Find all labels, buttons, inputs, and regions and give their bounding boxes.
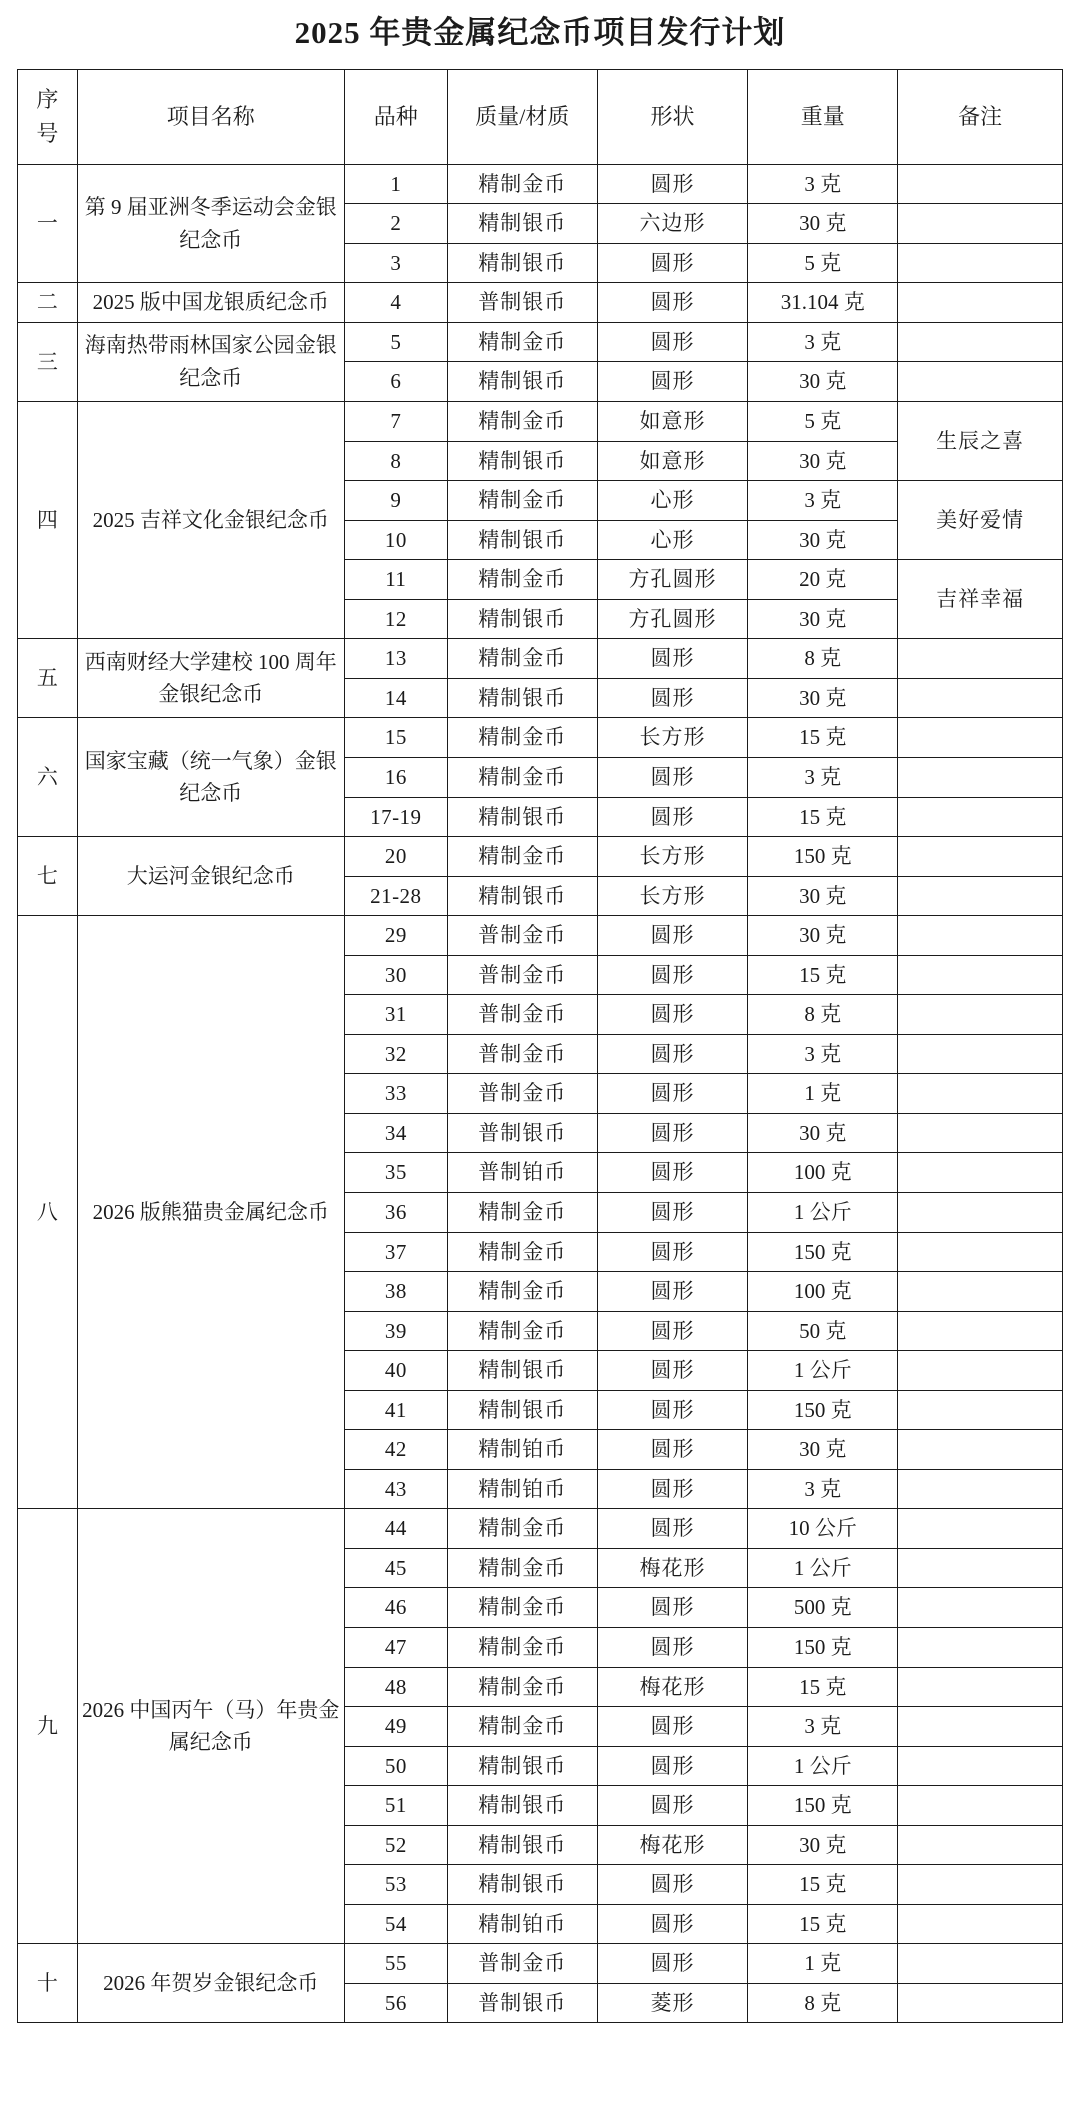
variety-no-cell: 12 <box>344 599 447 639</box>
quality-material-cell: 精制金币 <box>447 718 597 758</box>
variety-no-cell: 50 <box>344 1746 447 1786</box>
variety-no-cell: 55 <box>344 1944 447 1984</box>
quality-material-cell: 精制铂币 <box>447 1904 597 1944</box>
shape-cell: 圆形 <box>597 1390 747 1430</box>
remark-cell <box>898 1351 1063 1391</box>
remark-cell <box>898 797 1063 837</box>
variety-no-cell: 45 <box>344 1548 447 1588</box>
shape-cell: 圆形 <box>597 1311 747 1351</box>
quality-material-cell: 精制金币 <box>447 322 597 362</box>
quality-material-cell: 精制金币 <box>447 757 597 797</box>
weight-cell: 3 克 <box>748 481 898 521</box>
shape-cell: 如意形 <box>597 402 747 442</box>
shape-cell: 圆形 <box>597 1113 747 1153</box>
quality-material-cell: 精制银币 <box>447 876 597 916</box>
quality-material-cell: 精制金币 <box>447 560 597 600</box>
quality-material-cell: 精制金币 <box>447 639 597 679</box>
shape-cell: 心形 <box>597 481 747 521</box>
quality-material-cell: 精制银币 <box>447 1390 597 1430</box>
variety-no-cell: 4 <box>344 283 447 323</box>
shape-cell: 圆形 <box>597 1430 747 1470</box>
shape-cell: 心形 <box>597 520 747 560</box>
remark-cell <box>898 1113 1063 1153</box>
quality-material-cell: 精制银币 <box>447 1825 597 1865</box>
remark-cell <box>898 243 1063 283</box>
quality-material-cell: 精制金币 <box>447 1627 597 1667</box>
shape-cell: 梅花形 <box>597 1825 747 1865</box>
remark-cell <box>898 1548 1063 1588</box>
remark-cell <box>898 876 1063 916</box>
remark-cell: 美好爱情 <box>898 481 1063 560</box>
quality-material-cell: 精制铂币 <box>447 1430 597 1470</box>
remark-cell <box>898 322 1063 362</box>
variety-no-cell: 36 <box>344 1192 447 1232</box>
shape-cell: 圆形 <box>597 1153 747 1193</box>
variety-no-cell: 31 <box>344 995 447 1035</box>
quality-material-cell: 精制银币 <box>447 204 597 244</box>
remark-cell <box>898 1865 1063 1905</box>
remark-cell <box>898 1034 1063 1074</box>
quality-material-cell: 精制银币 <box>447 362 597 402</box>
table-row <box>18 837 1063 877</box>
shape-cell: 梅花形 <box>597 1667 747 1707</box>
remark-cell <box>898 1746 1063 1786</box>
group-index-cell: 七 <box>18 837 78 916</box>
shape-cell: 圆形 <box>597 1746 747 1786</box>
shape-cell: 圆形 <box>597 164 747 204</box>
variety-no-cell: 42 <box>344 1430 447 1470</box>
group-name-cell: 2025 版中国龙银质纪念币 <box>77 283 344 323</box>
remark-cell <box>898 1944 1063 1984</box>
table-header <box>18 69 1063 164</box>
weight-cell: 30 克 <box>748 362 898 402</box>
quality-material-cell: 精制金币 <box>447 1509 597 1549</box>
shape-cell: 圆形 <box>597 283 747 323</box>
weight-cell: 150 克 <box>748 837 898 877</box>
weight-cell: 1 公斤 <box>748 1192 898 1232</box>
quality-material-cell: 普制金币 <box>447 1944 597 1984</box>
remark-cell <box>898 1390 1063 1430</box>
table-row <box>18 402 1063 442</box>
weight-cell: 1 克 <box>748 1944 898 1984</box>
quality-material-cell: 精制金币 <box>447 1232 597 1272</box>
column-header-index-line2: 号 <box>36 120 59 146</box>
quality-material-cell: 精制金币 <box>447 1667 597 1707</box>
shape-cell: 长方形 <box>597 837 747 877</box>
variety-no-cell: 20 <box>344 837 447 877</box>
shape-cell: 圆形 <box>597 1944 747 1984</box>
shape-cell: 圆形 <box>597 995 747 1035</box>
quality-material-cell: 精制金币 <box>447 837 597 877</box>
group-index-cell: 一 <box>18 164 78 283</box>
variety-no-cell: 9 <box>344 481 447 521</box>
variety-no-cell: 56 <box>344 1983 447 2023</box>
weight-cell: 3 克 <box>748 322 898 362</box>
weight-cell: 150 克 <box>748 1390 898 1430</box>
remark-cell <box>898 1469 1063 1509</box>
group-name-cell: 2026 中国丙午（马）年贵金属纪念币 <box>77 1509 344 1944</box>
remark-cell <box>898 362 1063 402</box>
weight-cell: 30 克 <box>748 441 898 481</box>
weight-cell: 15 克 <box>748 797 898 837</box>
shape-cell: 梅花形 <box>597 1548 747 1588</box>
shape-cell: 圆形 <box>597 362 747 402</box>
group-index-cell: 三 <box>18 322 78 401</box>
variety-no-cell: 52 <box>344 1825 447 1865</box>
remark-cell <box>898 1786 1063 1826</box>
remark-cell <box>898 1904 1063 1944</box>
remark-cell: 生辰之喜 <box>898 402 1063 481</box>
weight-cell: 30 克 <box>748 520 898 560</box>
remark-cell <box>898 1509 1063 1549</box>
column-header-remark: 备注 <box>898 69 1063 164</box>
variety-no-cell: 41 <box>344 1390 447 1430</box>
weight-cell: 8 克 <box>748 995 898 1035</box>
remark-cell <box>898 1983 1063 2023</box>
group-name-cell: 2025 吉祥文化金银纪念币 <box>77 402 344 639</box>
variety-no-cell: 10 <box>344 520 447 560</box>
variety-no-cell: 35 <box>344 1153 447 1193</box>
group-name-cell: 2026 年贺岁金银纪念币 <box>77 1944 344 2023</box>
weight-cell: 30 克 <box>748 1430 898 1470</box>
weight-cell: 500 克 <box>748 1588 898 1628</box>
variety-no-cell: 21-28 <box>344 876 447 916</box>
shape-cell: 如意形 <box>597 441 747 481</box>
shape-cell: 圆形 <box>597 1509 747 1549</box>
shape-cell: 圆形 <box>597 1786 747 1826</box>
remark-cell <box>898 1430 1063 1470</box>
group-index-cell: 九 <box>18 1509 78 1944</box>
shape-cell: 长方形 <box>597 876 747 916</box>
quality-material-cell: 精制金币 <box>447 481 597 521</box>
variety-no-cell: 6 <box>344 362 447 402</box>
weight-cell: 30 克 <box>748 1825 898 1865</box>
column-header-kind: 质量/材质 <box>447 69 597 164</box>
table-row <box>18 283 1063 323</box>
remark-cell <box>898 204 1063 244</box>
quality-material-cell: 精制银币 <box>447 1786 597 1826</box>
table-header-row <box>18 69 1063 164</box>
remark-cell <box>898 678 1063 718</box>
variety-no-cell: 53 <box>344 1865 447 1905</box>
variety-no-cell: 39 <box>344 1311 447 1351</box>
quality-material-cell: 普制铂币 <box>447 1153 597 1193</box>
weight-cell: 8 克 <box>748 1983 898 2023</box>
quality-material-cell: 精制铂币 <box>447 1469 597 1509</box>
group-index-cell: 十 <box>18 1944 78 2023</box>
remark-cell <box>898 1311 1063 1351</box>
weight-cell: 30 克 <box>748 678 898 718</box>
remark-cell: 吉祥幸福 <box>898 560 1063 639</box>
remark-cell <box>898 1588 1063 1628</box>
weight-cell: 15 克 <box>748 955 898 995</box>
variety-no-cell: 44 <box>344 1509 447 1549</box>
table-row <box>18 164 1063 204</box>
remark-cell <box>898 1272 1063 1312</box>
shape-cell: 长方形 <box>597 718 747 758</box>
shape-cell: 圆形 <box>597 1469 747 1509</box>
remark-cell <box>898 639 1063 679</box>
variety-no-cell: 37 <box>344 1232 447 1272</box>
group-index-cell: 五 <box>18 639 78 718</box>
weight-cell: 1 克 <box>748 1074 898 1114</box>
quality-material-cell: 精制金币 <box>447 402 597 442</box>
table-body <box>18 164 1063 2023</box>
variety-no-cell: 14 <box>344 678 447 718</box>
variety-no-cell: 38 <box>344 1272 447 1312</box>
table-row <box>18 1509 1063 1549</box>
variety-no-cell: 34 <box>344 1113 447 1153</box>
weight-cell: 30 克 <box>748 1113 898 1153</box>
shape-cell: 圆形 <box>597 1232 747 1272</box>
group-name-cell: 国家宝藏（统一气象）金银纪念币 <box>77 718 344 837</box>
quality-material-cell: 精制银币 <box>447 1746 597 1786</box>
weight-cell: 3 克 <box>748 164 898 204</box>
shape-cell: 圆形 <box>597 1351 747 1391</box>
weight-cell: 15 克 <box>748 1904 898 1944</box>
weight-cell: 8 克 <box>748 639 898 679</box>
quality-material-cell: 精制银币 <box>447 441 597 481</box>
variety-no-cell: 15 <box>344 718 447 758</box>
quality-material-cell: 精制金币 <box>447 1311 597 1351</box>
remark-cell <box>898 955 1063 995</box>
variety-no-cell: 46 <box>344 1588 447 1628</box>
column-header-weight: 重量 <box>748 69 898 164</box>
remark-cell <box>898 837 1063 877</box>
group-index-cell: 八 <box>18 916 78 1509</box>
shape-cell: 圆形 <box>597 322 747 362</box>
weight-cell: 1 公斤 <box>748 1351 898 1391</box>
quality-material-cell: 普制银币 <box>447 283 597 323</box>
weight-cell: 3 克 <box>748 1469 898 1509</box>
weight-cell: 50 克 <box>748 1311 898 1351</box>
remark-cell <box>898 718 1063 758</box>
variety-no-cell: 8 <box>344 441 447 481</box>
quality-material-cell: 精制金币 <box>447 1588 597 1628</box>
weight-cell: 150 克 <box>748 1232 898 1272</box>
remark-cell <box>898 164 1063 204</box>
weight-cell: 3 克 <box>748 1034 898 1074</box>
quality-material-cell: 精制银币 <box>447 797 597 837</box>
variety-no-cell: 17-19 <box>344 797 447 837</box>
group-name-cell: 2026 版熊猫贵金属纪念币 <box>77 916 344 1509</box>
shape-cell: 圆形 <box>597 639 747 679</box>
variety-no-cell: 40 <box>344 1351 447 1391</box>
variety-no-cell: 54 <box>344 1904 447 1944</box>
shape-cell: 圆形 <box>597 678 747 718</box>
remark-cell <box>898 757 1063 797</box>
quality-material-cell: 精制金币 <box>447 1192 597 1232</box>
table-row <box>18 718 1063 758</box>
variety-no-cell: 30 <box>344 955 447 995</box>
quality-material-cell: 普制金币 <box>447 955 597 995</box>
remark-cell <box>898 995 1063 1035</box>
column-header-shape: 形状 <box>597 69 747 164</box>
shape-cell: 方孔圆形 <box>597 560 747 600</box>
shape-cell: 圆形 <box>597 1904 747 1944</box>
remark-cell <box>898 1825 1063 1865</box>
weight-cell: 10 公斤 <box>748 1509 898 1549</box>
variety-no-cell: 1 <box>344 164 447 204</box>
table-row <box>18 1944 1063 1984</box>
quality-material-cell: 普制金币 <box>447 1074 597 1114</box>
group-name-cell: 第 9 届亚洲冬季运动会金银纪念币 <box>77 164 344 283</box>
weight-cell: 31.104 克 <box>748 283 898 323</box>
variety-no-cell: 11 <box>344 560 447 600</box>
issuance-plan-table <box>17 69 1063 2024</box>
variety-no-cell: 43 <box>344 1469 447 1509</box>
remark-cell <box>898 1074 1063 1114</box>
quality-material-cell: 普制银币 <box>447 1983 597 2023</box>
shape-cell: 圆形 <box>597 757 747 797</box>
group-name-cell: 西南财经大学建校 100 周年金银纪念币 <box>77 639 344 718</box>
weight-cell: 30 克 <box>748 916 898 956</box>
variety-no-cell: 47 <box>344 1627 447 1667</box>
table-row <box>18 916 1063 956</box>
shape-cell: 圆形 <box>597 243 747 283</box>
table-row <box>18 322 1063 362</box>
column-header-name: 项目名称 <box>77 69 344 164</box>
page-title: 2025 年贵金属纪念币项目发行计划 <box>294 15 786 50</box>
shape-cell: 圆形 <box>597 1588 747 1628</box>
weight-cell: 100 克 <box>748 1153 898 1193</box>
shape-cell: 圆形 <box>597 916 747 956</box>
shape-cell: 方孔圆形 <box>597 599 747 639</box>
quality-material-cell: 普制银币 <box>447 1113 597 1153</box>
weight-cell: 15 克 <box>748 1865 898 1905</box>
variety-no-cell: 3 <box>344 243 447 283</box>
quality-material-cell: 精制银币 <box>447 243 597 283</box>
weight-cell: 3 克 <box>748 1707 898 1747</box>
shape-cell: 圆形 <box>597 1192 747 1232</box>
quality-material-cell: 精制金币 <box>447 1707 597 1747</box>
column-header-index <box>18 69 78 164</box>
variety-no-cell: 49 <box>344 1707 447 1747</box>
quality-material-cell: 精制银币 <box>447 520 597 560</box>
quality-material-cell: 精制金币 <box>447 164 597 204</box>
variety-no-cell: 13 <box>344 639 447 679</box>
variety-no-cell: 5 <box>344 322 447 362</box>
remark-cell <box>898 1153 1063 1193</box>
group-index-cell: 六 <box>18 718 78 837</box>
weight-cell: 30 克 <box>748 876 898 916</box>
weight-cell: 150 克 <box>748 1786 898 1826</box>
weight-cell: 3 克 <box>748 757 898 797</box>
weight-cell: 30 克 <box>748 599 898 639</box>
remark-cell <box>898 1232 1063 1272</box>
group-index-cell: 二 <box>18 283 78 323</box>
weight-cell: 15 克 <box>748 1667 898 1707</box>
shape-cell: 圆形 <box>597 1272 747 1312</box>
quality-material-cell: 普制金币 <box>447 916 597 956</box>
shape-cell: 圆形 <box>597 1707 747 1747</box>
shape-cell: 圆形 <box>597 1865 747 1905</box>
variety-no-cell: 51 <box>344 1786 447 1826</box>
weight-cell: 1 公斤 <box>748 1548 898 1588</box>
shape-cell: 圆形 <box>597 797 747 837</box>
variety-no-cell: 16 <box>344 757 447 797</box>
variety-no-cell: 48 <box>344 1667 447 1707</box>
weight-cell: 5 克 <box>748 402 898 442</box>
weight-cell: 100 克 <box>748 1272 898 1312</box>
weight-cell: 1 公斤 <box>748 1746 898 1786</box>
shape-cell: 圆形 <box>597 1034 747 1074</box>
quality-material-cell: 精制银币 <box>447 599 597 639</box>
quality-material-cell: 精制银币 <box>447 678 597 718</box>
remark-cell <box>898 1192 1063 1232</box>
shape-cell: 圆形 <box>597 1074 747 1114</box>
variety-no-cell: 29 <box>344 916 447 956</box>
remark-cell <box>898 916 1063 956</box>
weight-cell: 20 克 <box>748 560 898 600</box>
group-name-cell: 海南热带雨林国家公园金银纪念币 <box>77 322 344 401</box>
table-row <box>18 639 1063 679</box>
variety-no-cell: 7 <box>344 402 447 442</box>
weight-cell: 150 克 <box>748 1627 898 1667</box>
column-header-no: 品种 <box>344 69 447 164</box>
remark-cell <box>898 1627 1063 1667</box>
quality-material-cell: 精制金币 <box>447 1272 597 1312</box>
quality-material-cell: 精制金币 <box>447 1548 597 1588</box>
variety-no-cell: 33 <box>344 1074 447 1114</box>
shape-cell: 菱形 <box>597 1983 747 2023</box>
column-header-index-line1: 序 <box>36 86 59 112</box>
group-name-cell: 大运河金银纪念币 <box>77 837 344 916</box>
remark-cell <box>898 1667 1063 1707</box>
shape-cell: 圆形 <box>597 1627 747 1667</box>
remark-cell <box>898 1707 1063 1747</box>
quality-material-cell: 普制金币 <box>447 1034 597 1074</box>
group-index-cell: 四 <box>18 402 78 639</box>
shape-cell: 六边形 <box>597 204 747 244</box>
quality-material-cell: 精制银币 <box>447 1351 597 1391</box>
shape-cell: 圆形 <box>597 955 747 995</box>
quality-material-cell: 普制金币 <box>447 995 597 1035</box>
variety-no-cell: 2 <box>344 204 447 244</box>
weight-cell: 15 克 <box>748 718 898 758</box>
quality-material-cell: 精制银币 <box>447 1865 597 1905</box>
weight-cell: 30 克 <box>748 204 898 244</box>
variety-no-cell: 32 <box>344 1034 447 1074</box>
remark-cell <box>898 283 1063 323</box>
weight-cell: 5 克 <box>748 243 898 283</box>
